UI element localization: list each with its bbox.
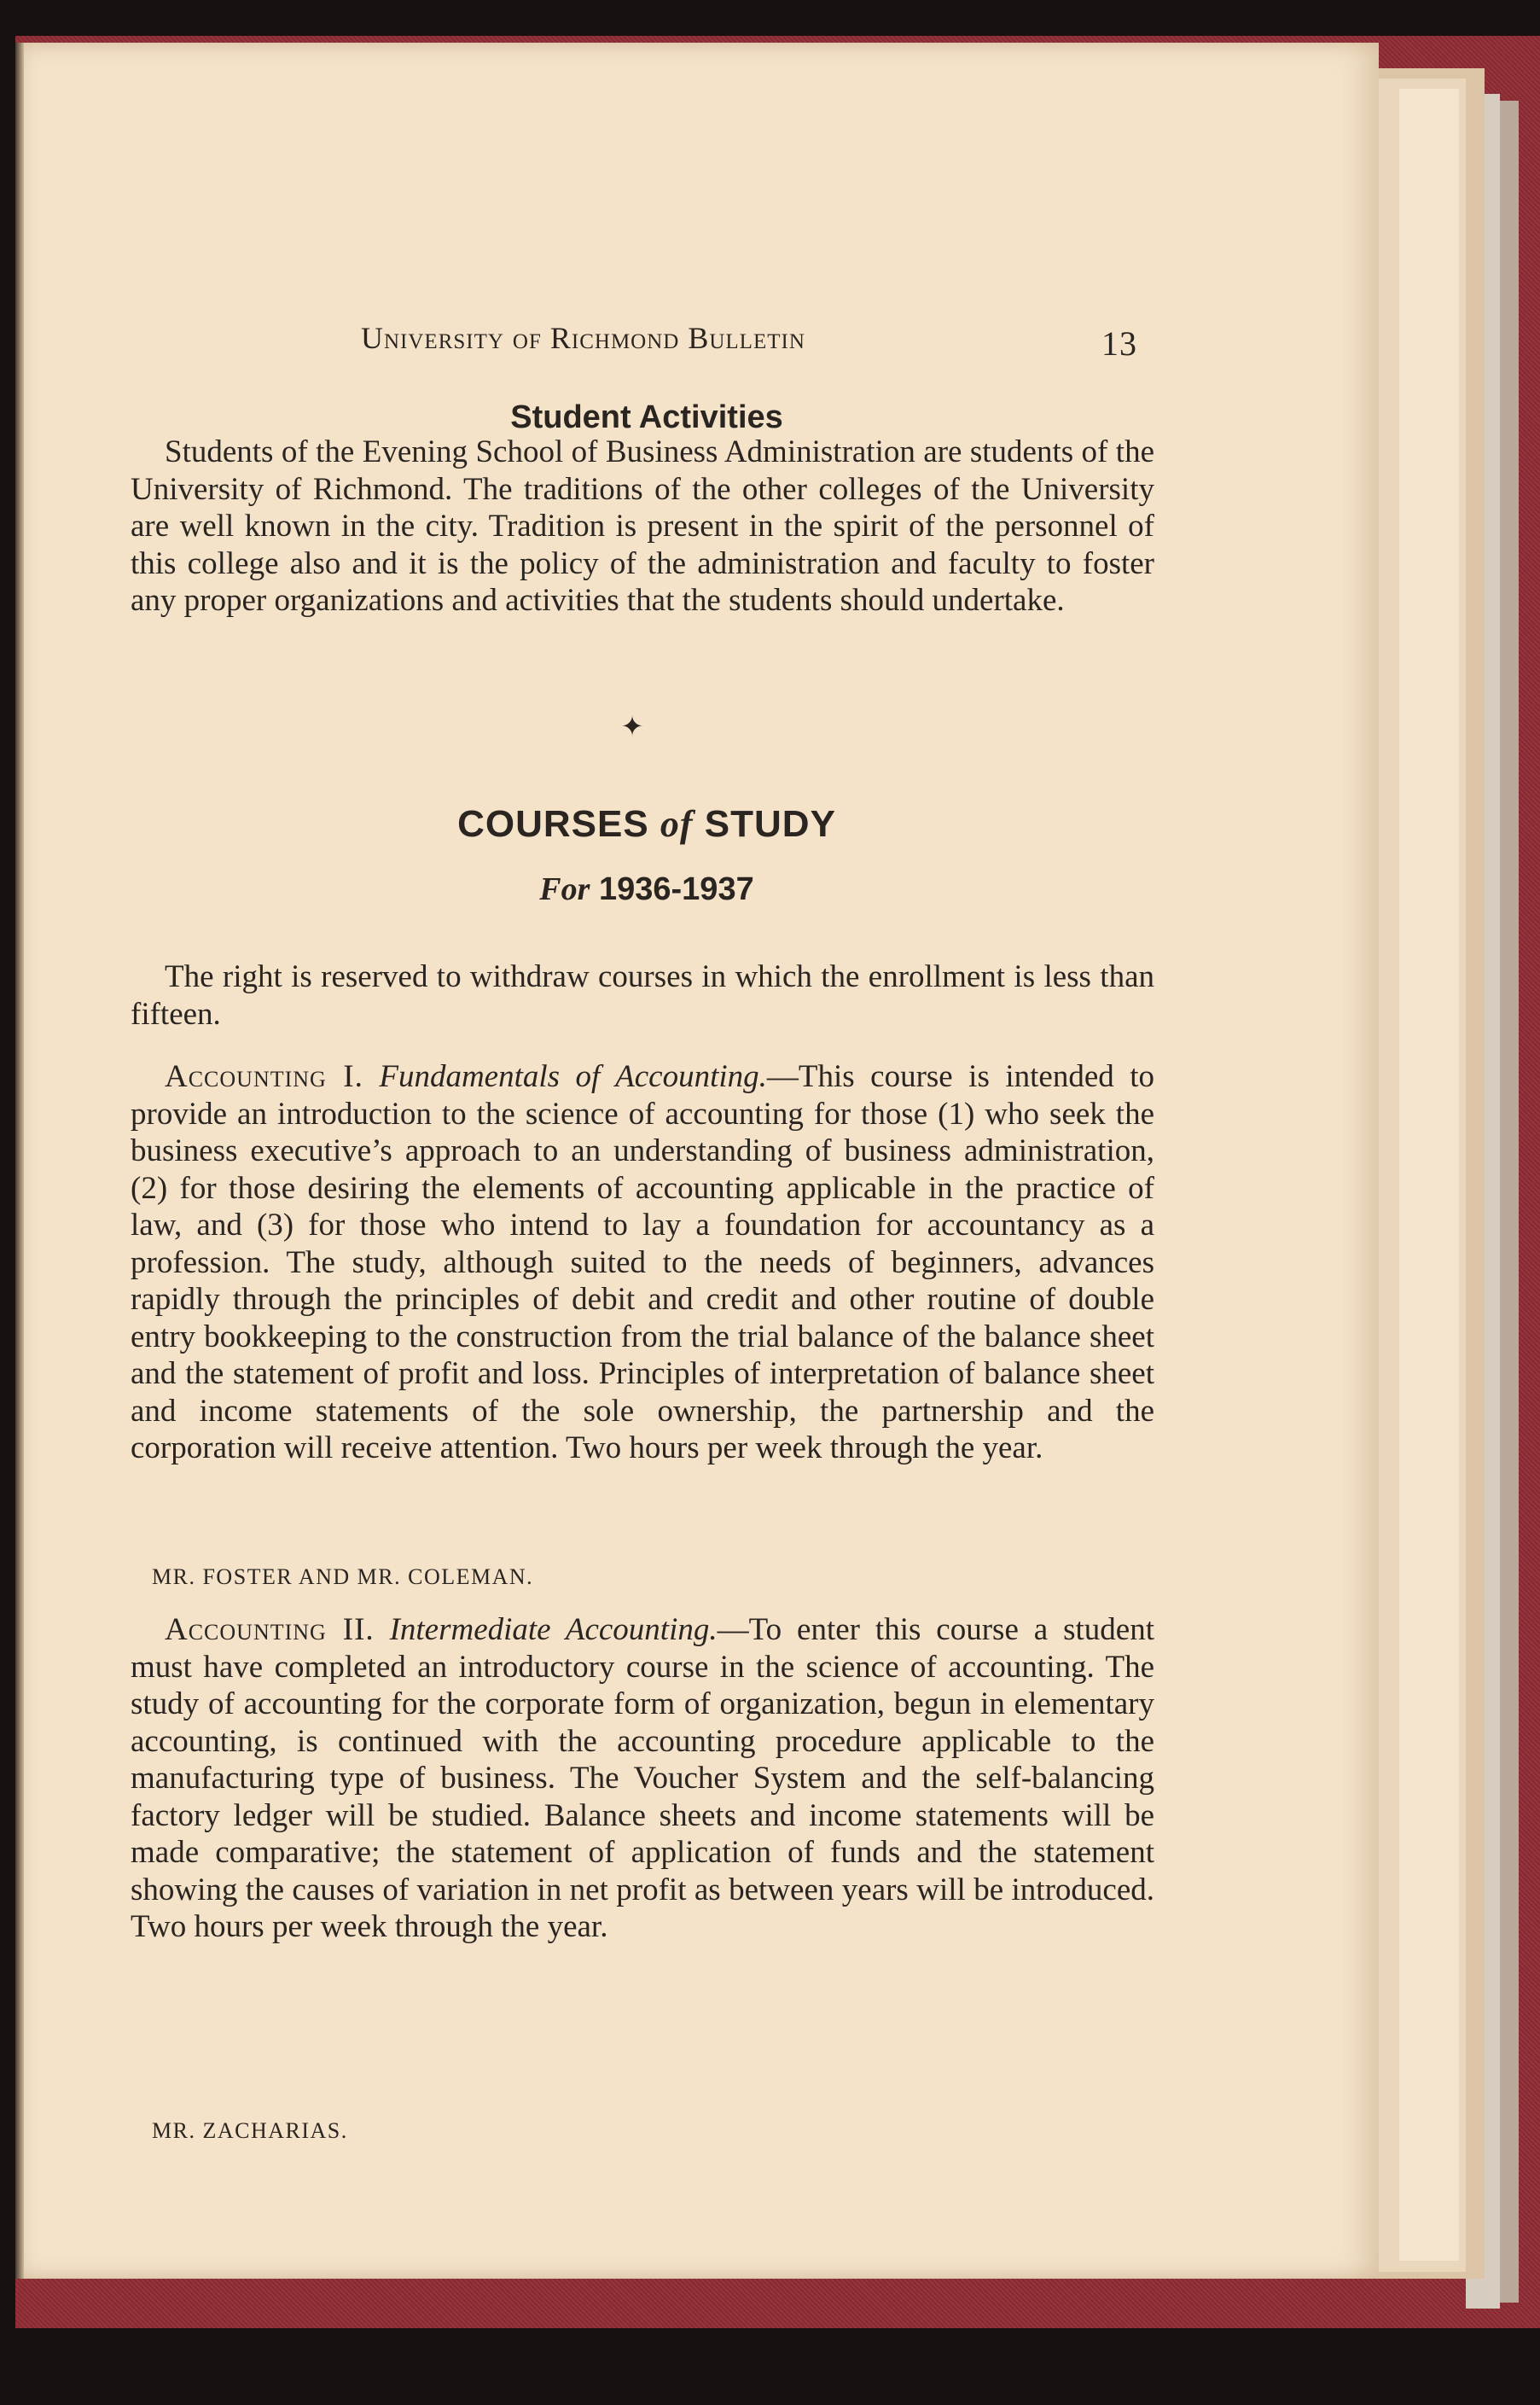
book-page xyxy=(15,43,1379,2279)
courses-heading-study: STUDY xyxy=(704,803,836,845)
section-heading-student-activities: Student Activities xyxy=(510,399,783,435)
course-description: —To enter this course a student must have completed an introductory course in the science of accounting. The study of accounting for the corporate form of organization, begun in elementary accounting, is continued with the accounting procedure applicable to the manufacturing type of business. The Voucher System and the self-balancing factory ledger will be studied. Balance sheets and income statements will be made comparative; the statement of application of funds and the statement showing the causes of variation in net profit as between years will be introduced. Two hours per week through the year. xyxy=(131,1612,1155,1944)
page-gutter xyxy=(15,43,24,2279)
courses-heading-of: of xyxy=(660,803,694,845)
course-accounting-2 xyxy=(131,1611,1154,1946)
ornament-icon: ✦ xyxy=(620,711,644,742)
academic-year-for: For xyxy=(539,871,590,907)
course-description: —This course is intended to provide an introduction to the science of accounting for those (1) who seek the business executive’s approach to an understanding of business administration, (2) for those desiring the elements of accounting applicable in the practice of law, and (3) for those who intend to lay a foundation for accountancy as a profession. The study, although suited to the needs of beginners, advances rapidly through the principles of debit and credit and other routine of double entry bookkeeping to the construction from the trial balance of the balance sheet and the statement of profit and loss. Principles of interpretation of balance sheet and income statements of the sole ownership, the partnership and the corporation will receive attention. Two hours per week through the year. xyxy=(131,1059,1154,1465)
enrollment-note-paragraph xyxy=(131,958,1154,1033)
student-activities-paragraph xyxy=(131,434,1154,620)
page-number: 13 xyxy=(1101,324,1137,363)
course-accounting-1 xyxy=(131,1058,1154,1467)
page-edge xyxy=(1399,89,1459,2261)
course-title: Intermediate Accounting. xyxy=(389,1612,718,1647)
course-title: Fundamentals of Accounting. xyxy=(379,1059,767,1094)
student-activities-body: Students of the Evening School of Business Administration are students of the University of Richmond. The traditions of the other colleges of the University are well known in the city. Tradition is present in the spirit of the personnel of this college also and it is the policy of the administration and faculty to foster any proper organizations and activities that the students should undertake. xyxy=(131,434,1154,618)
section-heading-courses-of-study xyxy=(152,802,1142,846)
course-instructor: MR. ZACHARIAS. xyxy=(152,2118,348,2143)
running-head xyxy=(361,320,1137,371)
academic-year-range: 1936-1937 xyxy=(598,871,754,907)
course-name: Accounting I. xyxy=(165,1059,363,1094)
enrollment-note: The right is reserved to withdraw courses in which the enrollment is less than fifteen. xyxy=(131,959,1154,1032)
courses-heading-main: COURSES xyxy=(457,803,649,845)
course-instructor: MR. FOSTER AND MR. COLEMAN. xyxy=(152,1564,534,1589)
running-title: University of Richmond Bulletin xyxy=(361,321,805,355)
academic-year-heading xyxy=(152,871,1142,908)
course-name: Accounting II. xyxy=(165,1612,375,1647)
